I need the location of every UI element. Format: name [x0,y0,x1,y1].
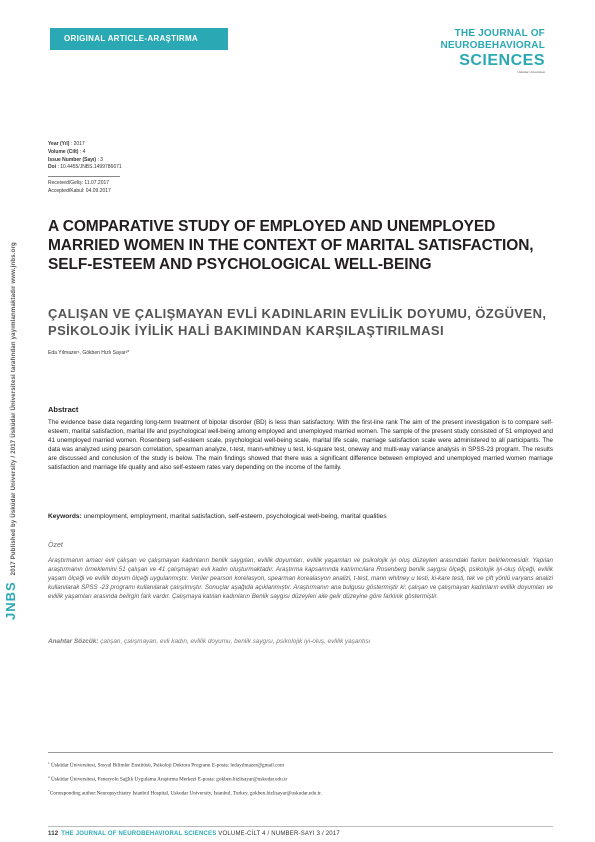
footnote-2: $^2$ Üsküdar Üniversitesi, Feneryolu Sağlık Uygulama Araştırma Merkezi E-posta: gokben.hizlisayar@uskudar.edu.tr [48,775,288,783]
abstract-text: The evidence base data regarding long-term treatment of bipolar disorder (BD) is less than satisfactory. With the first-line rank The aim of the present investigation is to compare self-esteem, marital satisfaction, marital life and psychological well-being among employed and unemployed married women. The sample of the present study consisted of 51 employed and 41 unemployed married women. Rosenberg self-esteem scale, psychological well-being scale, marital life scale, marriage satisfaction scale were administered to all participants. The data was analyzed using pearson correlation, spearman analyze, t-test, mann-whitney u test, ki-square test, oneway and multi-way variance analysis in SPSS-23 program. The results are discussed and conclusion of the study is below. The main findings showed that there was a significant difference between employed and unemployed married women marriage satisfaction and marriage life quality and also self-esteem rates vary depending on the income of the family. [48,419,553,472]
meta-accepted: Accepted/Kabul: 04.09.2017 [48,187,111,194]
meta-year: Year (Yıl) : 2017 [48,141,85,147]
abstract-heading: Abstract [48,405,79,414]
footnote-divider [48,752,553,753]
keywords [48,513,553,520]
journal-tagline: Üsküdar Üniversitesi [517,70,545,74]
title-turkish: ÇALIŞAN VE ÇALIŞMAYAN EVLİ KADINLARIN EVLİLİK DOYUMU, ÖZGÜVEN, PSİKOLOJİK İYİLİK HALİ BAKIMINDAN KARŞILAŞTIRILMASI [48,306,547,338]
meta-doi: Doi : 10.4455/JNBS.1499786671 [48,164,122,171]
keywords-label: Keywords: [48,513,82,520]
footer-divider [48,826,553,827]
anahtar-sozcuk-list: çalışan, çalışmayan, evli kadın, evlilik doyumu, benlik saygısı, psikolojik iyi-oluş, evlilik yaşantısı [100,638,371,645]
anahtar-sozcuk-label: Anahtar Sözcük: [48,638,99,645]
page-footer [48,831,340,837]
ozet-text: Araştırmanın amacı evli çalışan ve çalışmayan kadınların benlik saygıları, evlilik doyumları, evlilik yaşamları ve psikolojik iyi oluş düzeyleri arasındaki farkın belirlenmesidir. Yapılan araştırmanın örneklemini 51 çalışan ve 41 çalışmayan evli kadın oluşturmaktadır. Araştırma kapsamında katılımcılara Rosenberg benlik saygısı ölçeği, psikolojik iyi-oluş ölçeği, evlilik yaşam ölçeği ve evlilik doyum ölçeği uygulanmıştır. Veriler pearson korelasyon, spearman korealasyon analizi, t-test, mann whitney u testi, ki-kare testi, tek ve çift yönlü varyans analizi kullanılarak SPSS -23 programı kullanılarak çalışılmıştır. Sonuçlar aşağıda açıklanmıştır. Araştırmanın ana bulgusu göstermiştir ki; çalışan ve çalışmayan kadınların evlilik doyumları ve evlilik yaşamları arasında belirgin fark vardır. Çalışmaya katılan kadınların Benlik saygısı düzeyleri aile gelir düzeyine göre farklılık göstermiştir. [48,557,553,601]
title-english: A COMPARATIVE STUDY OF EMPLOYED AND UNEMPLOYED MARRIED WOMEN IN THE CONTEXT OF MARITAL SATISFACTION, SELF-ESTEEM AND PSYCHOLOGICAL WELL-BEING [48,218,534,273]
journal-title-line1: THE JOURNAL OF [454,28,545,39]
meta-volume: Volume (Cilt) : 4 [48,148,86,155]
meta-divider [48,176,120,177]
meta-received: Received/Geliş: 11.07.2017 [48,180,110,187]
authors: Eda Yılmazer¹, Gökben Hızlı Sayar²* [48,350,130,356]
footer-journal-name: THE JOURNAL OF NEUROBEHAVIORAL SCIENCES [61,831,217,837]
journal-title-line2: NEUROBEHAVIORAL [440,40,545,51]
journal-title-line3: SCIENCES [459,52,545,69]
anahtar-sozcuk [48,638,553,645]
meta-issue: Issue Number (Sayı) : 3 [48,156,104,163]
journal-logo [441,28,545,75]
keywords-list: unemployment, employment, marital satisfaction, self-esteem, psychological well-being, marital qualities [83,513,387,520]
side-publisher-text: 2017 Published by Üsküdar University / 2017 Üsküdar Üniversitesi tarafından yayımlanmaktadır www.jnbs.org [11,242,17,576]
article-meta [48,141,122,196]
page-number: 112 [48,831,59,837]
ozet-heading: Özet [48,542,63,549]
footer-volume-issue: VOLUME-CİLT 4 / NUMBER-SAYI 3 / 2017 [216,831,340,837]
article-type-banner: ORIGINAL ARTICLE-ARAŞTIRMA [50,28,228,50]
footnote-1: $^1$ Üsküdar Üniversitesi, Sosyal Bilimler Enstitüsü, Psikoloji Doktora Programı E-posta: ledayılmazer@gmail.com [48,761,285,769]
footnote-corresponding: *Corresponding author:Neuropsychiatry Istanbul Hospital, Uskudar University, Istanbul, Turkey, gokben.hizlisayar@uskudar.edu.tr. [48,789,322,798]
footnotes [48,758,553,801]
side-publisher-strip [3,242,18,620]
jnbs-logo: JNBS [3,581,18,620]
